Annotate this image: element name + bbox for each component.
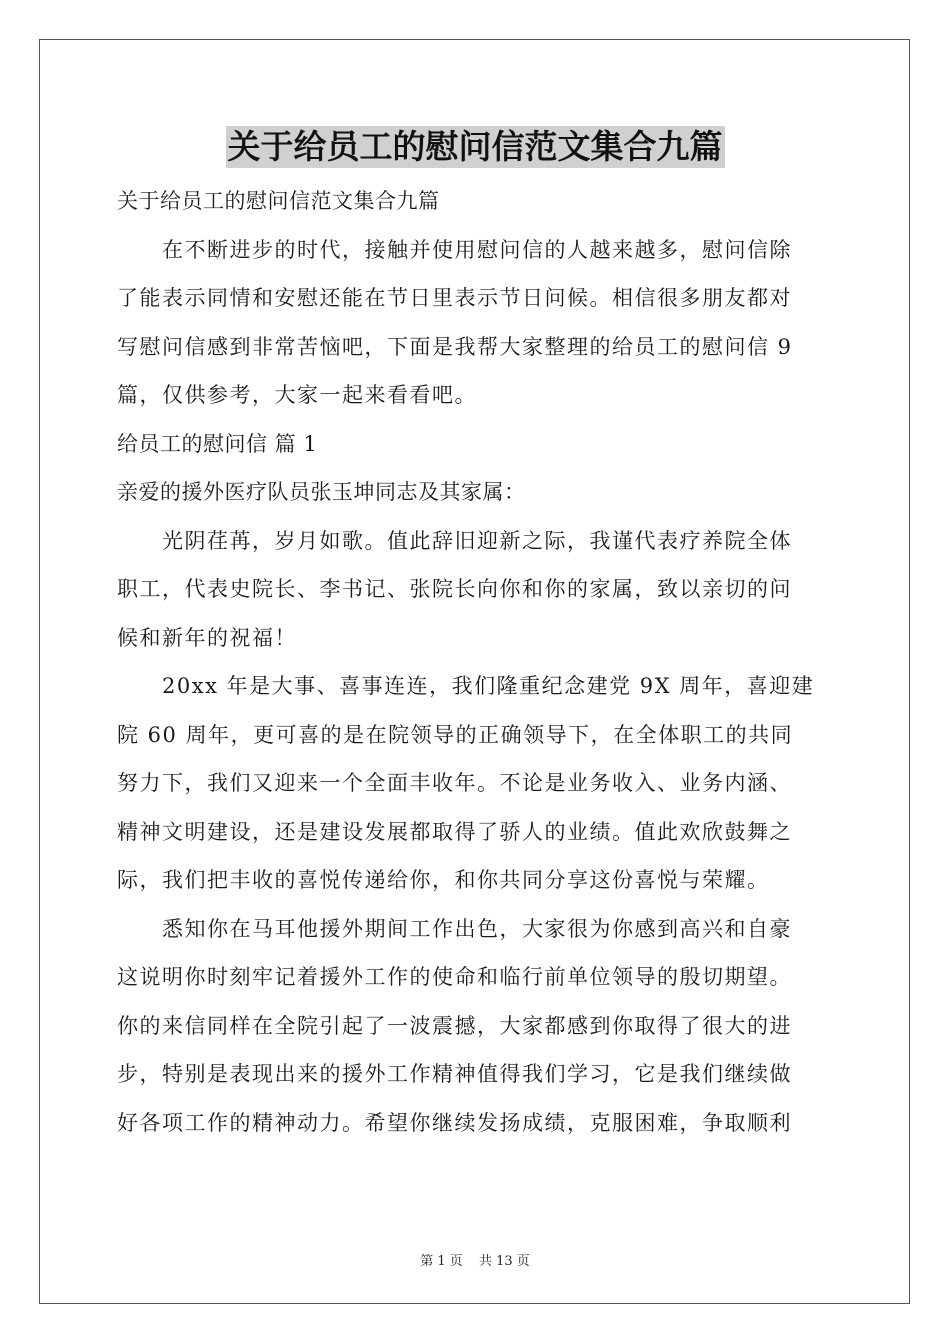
paragraph-line: 在不断进步的时代，接触并使用慰问信的人越来越多，慰问信除: [117, 237, 792, 262]
paragraph-line: 光阴荏苒，岁月如歌。值此辞旧迎新之际，我谨代表疗养院全体: [117, 528, 792, 553]
document-body: [117, 177, 837, 1147]
paragraph-line: 你的来信同样在全院引起了一波震撼，大家都感到你取得了很大的进: [117, 1013, 792, 1038]
document-title: 关于给员工的慰问信范文集合九篇: [227, 127, 723, 166]
page-number: 第 1 页: [420, 1254, 463, 1269]
page-total: 共 13 页: [478, 1254, 530, 1269]
paragraph-line: 精神文明建设，还是建设发展都取得了骄人的业绩。值此欢欣鼓舞之: [117, 819, 792, 844]
title-container: [0, 126, 950, 168]
salutation-line: 亲爱的援外医疗队员张玉坤同志及其家属：: [117, 480, 526, 504]
paragraph-line: 20xx 年是大事、喜事连连，我们隆重纪念建党 9X 周年，喜迎建: [117, 674, 815, 698]
paragraph-line: 篇，仅供参考，大家一起来看看吧。: [117, 383, 477, 407]
paragraph-line: 好各项工作的精神动力。希望你继续发扬成绩，克服困难，争取顺利: [117, 1110, 792, 1135]
paragraph-line: 职工，代表史院长、李书记、张院长向你和你的家属，致以亲切的问: [117, 577, 792, 601]
paragraph-line: 悉知你在马耳他援外期间工作出色，大家很为你感到高兴和自豪: [117, 916, 792, 941]
section-heading: 给员工的慰问信 篇 1: [117, 431, 318, 456]
paragraph-line: 了能表示同情和安慰还能在节日里表示节日问候。相信很多朋友都对: [117, 286, 792, 310]
paragraph-line: 努力下，我们又迎来一个全面丰收年。不论是业务收入、业务内涵、: [117, 771, 792, 795]
subtitle-line: 关于给员工的慰问信范文集合九篇: [117, 189, 440, 213]
paragraph-line: 候和新年的祝福！: [117, 625, 297, 650]
page-footer: [0, 1250, 950, 1269]
paragraph-line: 步，特别是表现出来的援外工作精神值得我们学习，它是我们继续做: [117, 1062, 792, 1086]
paragraph-line: 际，我们把丰收的喜悦传递给你，和你共同分享这份喜悦与荣耀。: [117, 868, 770, 892]
paragraph-line: 这说明你时刻牢记着援外工作的使命和临行前单位领导的殷切期望。: [117, 965, 792, 989]
paragraph-line: 院 60 周年，更可喜的是在院领导的正确领导下，在全体职工的共同: [117, 722, 794, 747]
paragraph-line: 写慰问信感到非常苦恼吧，下面是我帮大家整理的给员工的慰问信 9: [117, 334, 793, 359]
